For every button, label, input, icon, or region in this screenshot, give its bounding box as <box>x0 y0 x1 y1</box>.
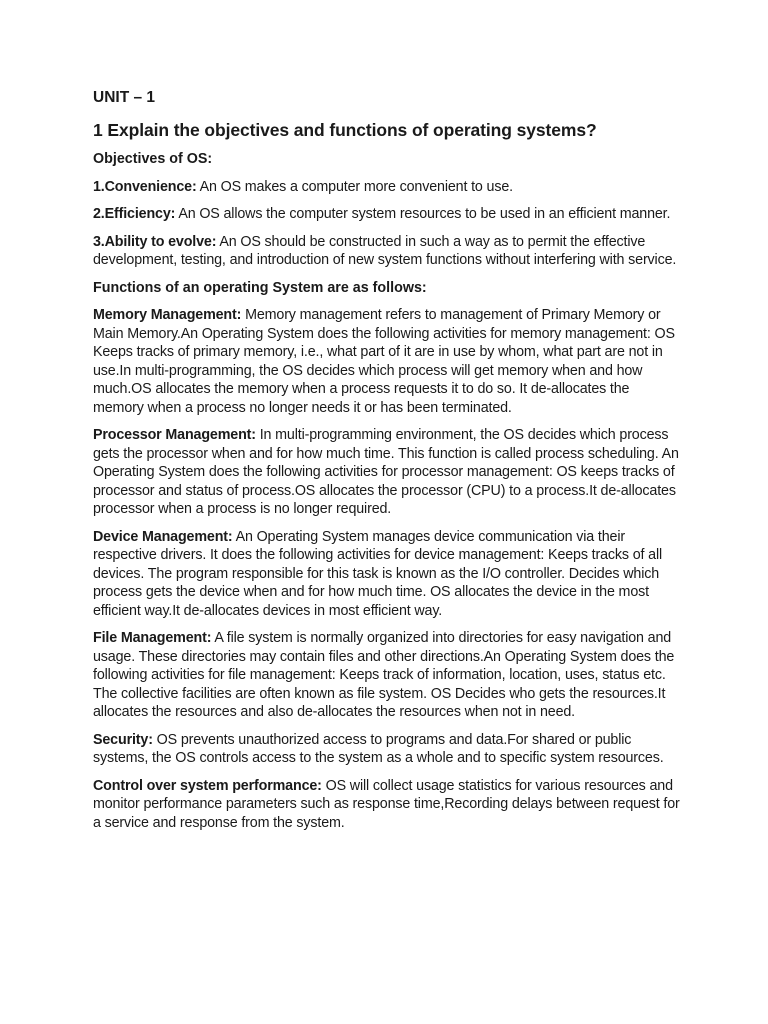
function-text: A file system is normally organized into directories for easy navigation and usage. These directories may contain files and other directions.An Operating System does the following activities for file management: Keeps track of information, location, uses, status etc. The collective facilities are often known as file system. OS Decides who gets the resources.It allocates the resources and also de-allocates the resources when not in need. <box>93 630 675 720</box>
function-text: An Operating System manages device communication via their respective drivers. It does the following activities for device management: Keeps tracks of all devices. The program responsible for this task is known as the I/O controller. Decides which process gets the device when and for how much time. OS allocates the device in the most efficient way.It de-allocates devices in most efficient way. <box>93 528 663 619</box>
function-security <box>93 731 683 768</box>
question-heading: 1 Explain the objectives and functions of operating systems? <box>93 120 597 140</box>
objective-label: 1.Convenience: <box>93 178 197 195</box>
function-memory-management <box>93 306 683 417</box>
function-label: Memory Management: <box>93 307 242 323</box>
function-control-over-performance <box>93 777 683 833</box>
objective-text: An OS makes a computer more convenient to use. <box>196 178 513 195</box>
document-page <box>93 88 683 841</box>
function-text: OS prevents unauthorized access to programs and data.For shared or public systems, the OS controls access to the system as a whole and to specific system resources. <box>93 731 664 766</box>
objective-efficiency <box>93 205 683 224</box>
objectives-heading: Objectives of OS: <box>93 151 213 167</box>
objective-label: 2.Efficiency: <box>93 206 176 222</box>
function-processor-management <box>93 426 683 519</box>
function-text: OS will collect usage statistics for various resources and monitor performance parameters such as response time,Recording delays between request for a service and response from the system. <box>93 777 680 831</box>
function-label: File Management: <box>93 630 212 646</box>
objective-text: An OS allows the computer system resources to be used in an efficient manner. <box>175 206 671 222</box>
function-device-management <box>93 528 683 621</box>
functions-heading: Functions of an operating System are as follows: <box>93 279 427 296</box>
objective-text: An OS should be constructed in such a way as to permit the effective development, testing, and introduction of new system functions without interfering with service. <box>93 233 677 268</box>
objective-label: 3.Ability to evolve: <box>93 233 217 250</box>
function-label: Control over system performance: <box>93 777 322 794</box>
function-file-management <box>93 629 683 722</box>
function-label: Device Management: <box>93 528 233 545</box>
function-label: Processor Management: <box>93 427 256 443</box>
function-label: Security: <box>93 731 153 748</box>
function-text: Memory management refers to management of Primary Memory or Main Memory.An Operating System does the following activities for memory management: OS Keeps tracks of primary memory, i.e., what part of it are in use by whom, what part are not in use.In multi-programming, the OS decides which process will get memory when and how much.OS allocates the memory when a process requests it to do so. It de-allocates the memory when a process no longer needs it or has been terminated. <box>93 307 675 416</box>
function-text: In multi-programming environment, the OS decides which process gets the processor when and for how much time. This function is called process scheduling. An Operating System does the following activities for processor management: OS keeps tracks of processor and status of process.OS allocates the processor (CPU) to a process.It de-allocates processor when a process is no longer required. <box>93 427 679 517</box>
unit-title: UNIT – 1 <box>93 89 156 106</box>
objective-ability-to-evolve <box>93 233 683 270</box>
objective-convenience <box>93 178 683 197</box>
